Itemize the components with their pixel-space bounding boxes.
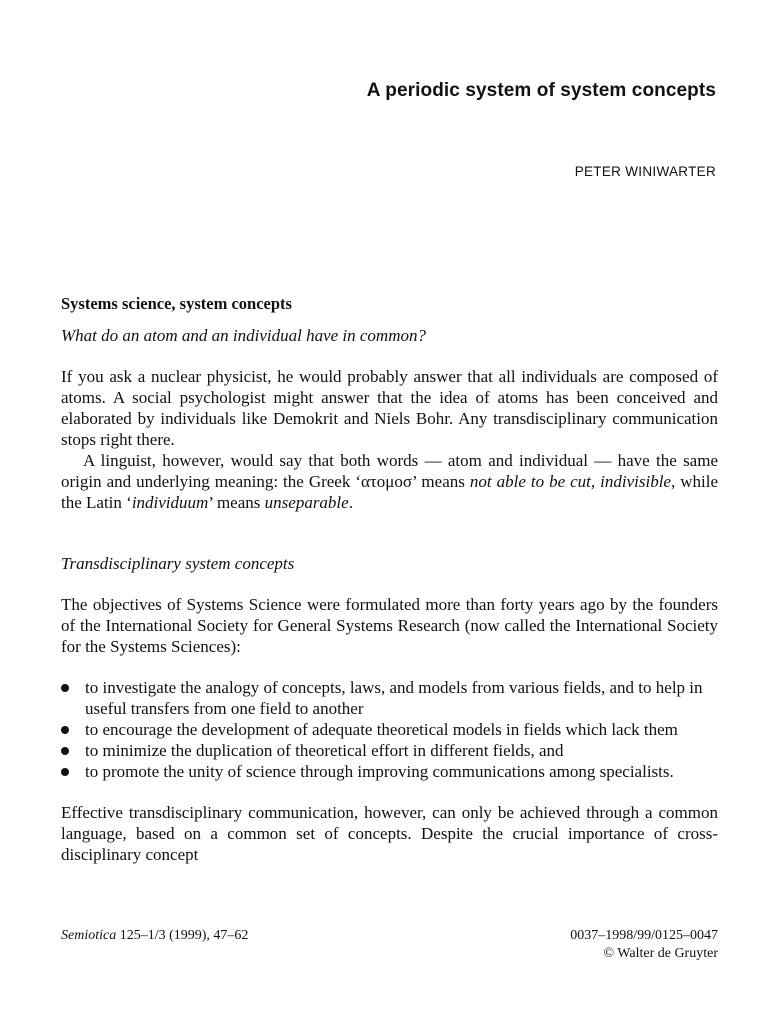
list-item-text: to investigate the analogy of concepts, laws, and models from various fields, and to help in useful transfers from one field to another: [85, 678, 703, 718]
paragraph-linguist-part1: A linguist, however, would say that both words — atom and individual — have the same origin and underlying meaning: the Greek ‘ατομοσ’ means: [61, 451, 718, 491]
publisher: © Walter de Gruyter: [603, 946, 718, 961]
issn-code: 0037–1998/99/0125–0047: [570, 928, 718, 943]
paragraph-linguist: [61, 450, 718, 513]
list-item-text: to minimize the duplication of theoretical effort in different fields, and: [85, 741, 564, 760]
section-question: What do an atom and an individual have in common?: [61, 326, 426, 345]
paper-title: A periodic system of system concepts: [366, 80, 716, 101]
paragraph-linguist-part4: .: [348, 493, 353, 512]
paragraph-linguist-part3: ’ means: [208, 493, 265, 512]
paragraph-physicist: If you ask a nuclear physicist, he would probably answer that all individuals are composed of atoms. A social psychologist might answer that the idea of atoms has been conceived and elaborated by individuals like Demokrit and Niels Bohr. Any transdisciplinary communication stops right there.: [61, 367, 718, 449]
paragraph-objectives: The objectives of Systems Science were formulated more than forty years ago by the founders of the International Society for General Systems Research (now called the International Society for the Systems Sciences):: [61, 595, 718, 656]
paragraph-communication: Effective transdisciplinary communication, however, can only be achieved through a common language, based on a common set of concepts. Despite the crucial importance of cross-disciplinary concept: [61, 803, 718, 864]
bullet-icon: [61, 726, 69, 734]
objectives-list: [61, 677, 718, 782]
list-item-text: to encourage the development of adequate theoretical models in fields which lack them: [85, 720, 678, 739]
citation-details: 125–1/3 (1999), 47–62: [116, 928, 249, 943]
journal-citation: [61, 927, 248, 945]
bullet-icon: [61, 684, 69, 692]
section-heading-systems-science: Systems science, system concepts: [61, 294, 292, 313]
author-name: PETER WINIWARTER: [574, 164, 716, 179]
paragraph-linguist-part2: , while the Latin ‘: [61, 472, 719, 512]
section-heading-transdisciplinary: Transdisciplinary system concepts: [61, 554, 295, 573]
list-item: [61, 740, 718, 761]
publication-info: [570, 927, 718, 963]
list-item: [61, 761, 718, 782]
list-item-text: to promote the unity of science through improving communications among specialists.: [85, 762, 674, 781]
list-item: [61, 677, 718, 719]
bullet-icon: [61, 747, 69, 755]
paragraph-linguist-italic1: not able to be cut, indivisible: [469, 472, 671, 491]
bullet-icon: [61, 768, 69, 776]
list-item: [61, 719, 718, 740]
journal-name: Semiotica: [61, 928, 117, 943]
paragraph-linguist-italic3: unseparable: [264, 493, 349, 512]
body-content: [61, 293, 718, 865]
paragraph-linguist-italic2: individuum: [131, 493, 209, 512]
